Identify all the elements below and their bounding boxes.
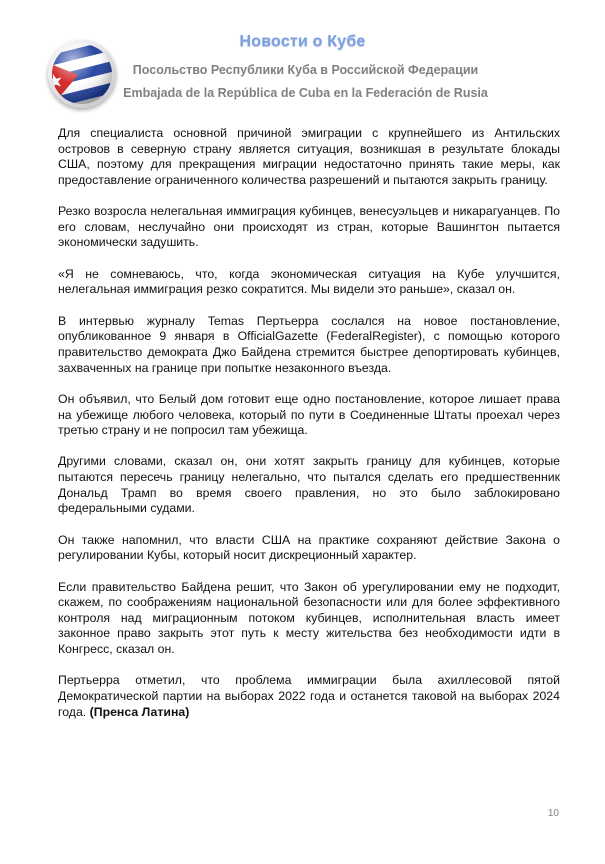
article-paragraph: Для специалиста основной причиной эмиграции с крупнейшего из Антильских островов в северную страну является ситуация, возникшая в результате блокады США, поэтому для прекращения миграции недостаточно принять такие меры, как предоставление ограниченного количества разрешений и пытаются закрыть границу. <box>58 126 560 187</box>
article-paragraph: В интервью журналу Temas Пертьерра сослался на новое постановление, опубликованное 9 января в OfficialGazette (FederalRegister), с помощью которого правительство демократа Джо Байдена стремится быстрее депортировать кубинцев, захваченных на границе при попытке незаконного въезда. <box>58 313 560 375</box>
page-header <box>0 0 605 110</box>
article-paragraph: Если правительство Байдена решит, что Закон об урегулировании ему не подходит, скажем, по соображениям национальной безопасности или для более эффективного контроля над миграционным потоком кубинцев, исполнительная власть имеет законное право закрыть этот путь к месту жительства без необходимости идти в Конгресс, сказал он. <box>58 579 560 657</box>
article-paragraph: Он также напомнил, что власти США на практике сохраняют действие Закона о регулировании Кубы, который носит дискреционный характер. <box>58 532 560 563</box>
article-body <box>58 126 560 736</box>
article-paragraph: Он объявил, что Белый дом готовит еще одно постановление, которое лишает права на убежище любого человека, который по пути в Соединенные Штаты проехал через третью страну и не попросил там убежища. <box>58 391 560 438</box>
article-paragraph-last <box>58 673 560 720</box>
source-attribution: (Пренса Латина) <box>89 704 190 719</box>
article-paragraph: Другими словами, сказал он, они хотят закрыть границу для кубинцев, которые пытаются пересечь границу нелегально, что пытался сделать его предшественник Дональд Трамп во время своего правления, но это было заблокировано федеральными судами. <box>58 454 560 516</box>
page-number: 10 <box>547 808 559 819</box>
page-title: Новости о Кубе <box>239 33 366 50</box>
article-paragraph: Резко возросла нелегальная иммиграция кубинцев, венесуэльцев и никарагуанцев. По его словам, неслучайно они происходят из стран, которые Вашингтон пытается экономически задушить. <box>58 204 560 250</box>
article-paragraph: «Я не сомневаюсь, что, когда экономическая ситуация на Кубе улучшится, нелегальная иммиграция резко сократится. Мы видели это раньше», сказал он. <box>58 266 560 297</box>
article-paragraph-text: Пертьерра отметил, что проблема иммиграции была ахиллесовой пятой Демократической партии на выборах 2022 года и останется таковой на выборах 2024 года. <box>58 673 560 719</box>
embassy-name-russian: Посольство Республики Куба в Российской Федерации <box>132 63 479 77</box>
embassy-name-spanish: Embajada de la República de Cuba en la Federación de Rusia <box>123 86 488 100</box>
